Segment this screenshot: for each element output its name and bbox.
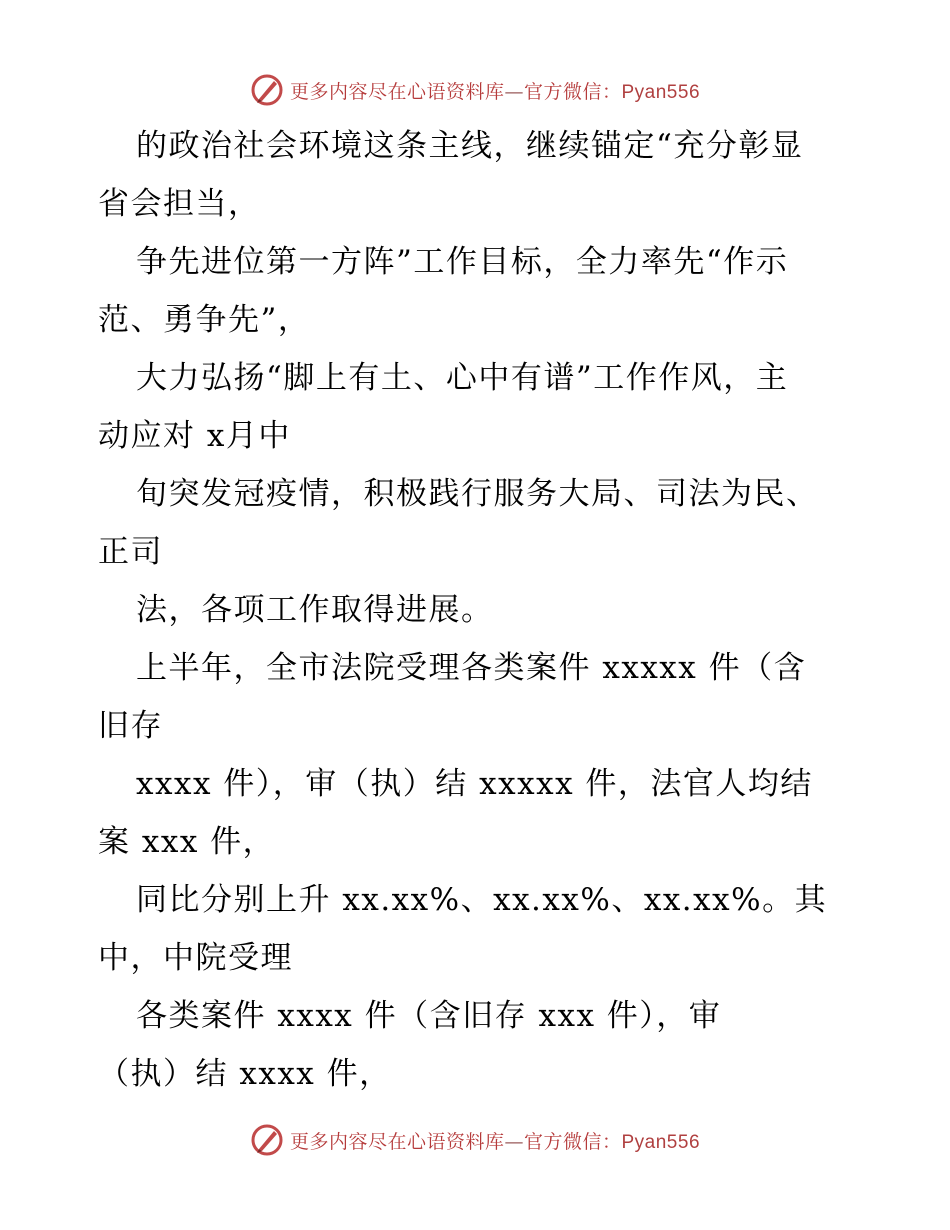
footer-banner-separator: —: [504, 1130, 524, 1153]
footer-banner-account: Pyan556: [621, 1131, 701, 1153]
body-line: 的政治社会环境这条主线，继续锚定“充分彰显: [136, 128, 804, 164]
header-banner-separator: —: [504, 80, 524, 103]
header-banner-account: Pyan556: [621, 81, 701, 103]
body-line: 省会担当，: [98, 186, 261, 222]
footer-banner-suffix: 官方微信：: [523, 1130, 622, 1153]
body-line: 旧存: [98, 708, 163, 744]
pen-logo-icon: [250, 73, 284, 107]
footer-watermark-banner: [0, 1120, 950, 1160]
header-banner-text: [290, 77, 700, 104]
body-line: 正司: [98, 534, 163, 570]
body-line: 旬突发冠疫情，积极践行服务大局、司法为民、: [136, 476, 819, 512]
body-line: 案 xxx 件，: [98, 824, 276, 860]
footer-banner-title: 更多内容尽在心语资料库: [289, 1130, 505, 1153]
footer-banner-text: [290, 1127, 700, 1154]
body-line: 上半年，全市法院受理各类案件 xxxxx 件（含: [136, 650, 807, 686]
body-line: （执）结 xxxx 件，: [98, 1056, 392, 1092]
header-watermark-banner: [0, 70, 950, 110]
body-line: 大力弘扬“脚上有土、心中有谱”工作作风，主: [136, 360, 789, 396]
body-line: 动应对 x月中: [98, 418, 291, 454]
body-line: 范、勇争先”，: [98, 302, 311, 338]
body-line: 各类案件 xxxx 件（含旧存 xxx 件），审: [136, 998, 722, 1034]
header-banner-suffix: 官方微信：: [523, 80, 622, 103]
body-line: 中，中院受理: [98, 940, 293, 976]
body-line: 争先进位第一方阵”工作目标，全力率先“作示: [136, 244, 789, 280]
body-line: xxxx 件），审（执）结 xxxxx 件，法官人均结: [136, 766, 813, 802]
header-banner-title: 更多内容尽在心语资料库: [289, 80, 505, 103]
body-line: 同比分别上升 xx.xx%、xx.xx%、xx.xx%。其: [136, 882, 828, 918]
body-line: 法，各项工作取得进展。: [136, 592, 494, 628]
pen-logo-icon: [250, 1123, 284, 1157]
